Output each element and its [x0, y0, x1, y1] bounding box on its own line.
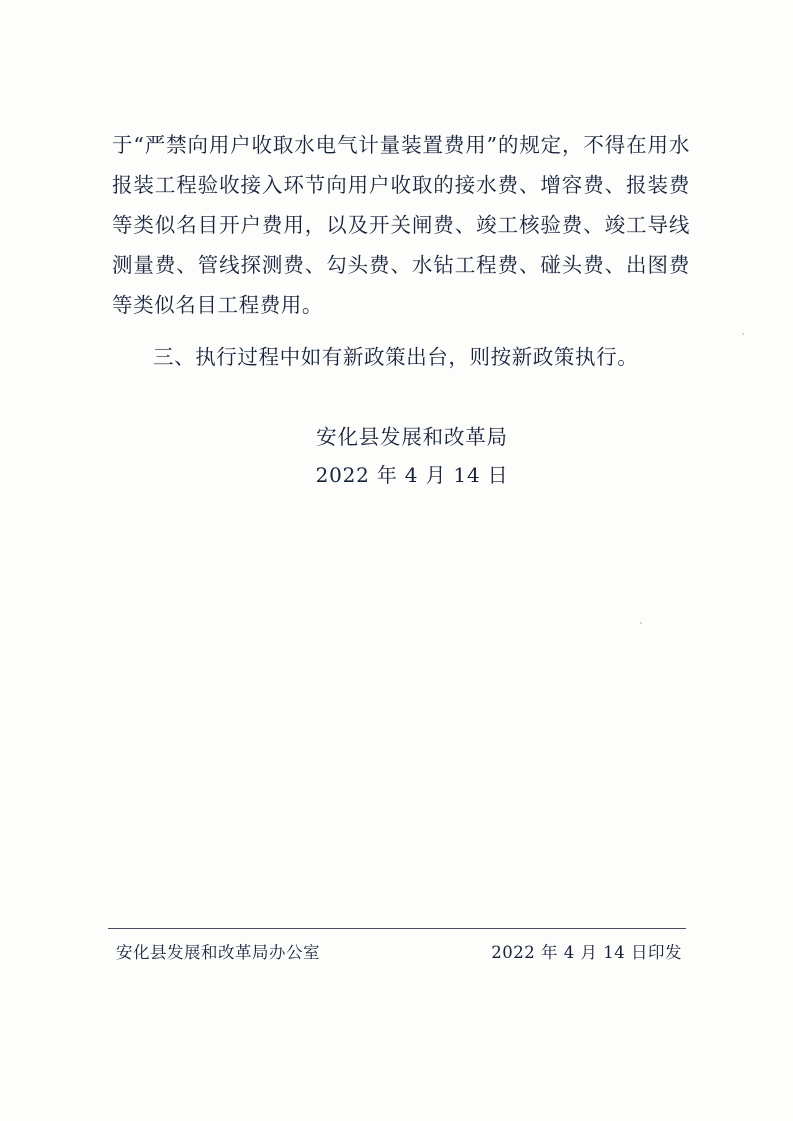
signature-issuer: 安化县发展和改革局 [316, 425, 508, 449]
body-paragraph: 三、执行过程中如有新政策出台，则按新政策执行。 [153, 345, 639, 369]
body-paragraph: 于“严禁向用户收取水电气计量装置费用”的规定，不得在用水报装工程验收接入环节向用户收取的接水费、增容费、报装费等类似名目开户费用，以及开关闸费、竣工核验费、竣工导线测量费、管线探测费、勾头费、水钻工程费、碰头费、出图费等类似名目工程费用。 [112, 133, 690, 317]
paper-speck-icon [640, 622, 642, 624]
footer-divider [108, 928, 686, 929]
signature-block [112, 418, 690, 494]
footer-office: 安化县发展和改革局办公室 [116, 943, 320, 962]
footer-print-date: 2022 年 4 月 14 日印发 [491, 943, 682, 962]
signature-date: 2022 年 4 月 14 日 [315, 463, 509, 487]
paper-speck-icon [742, 333, 744, 335]
document-body [112, 125, 690, 377]
footer-row [108, 939, 686, 963]
document-footer [108, 928, 686, 963]
